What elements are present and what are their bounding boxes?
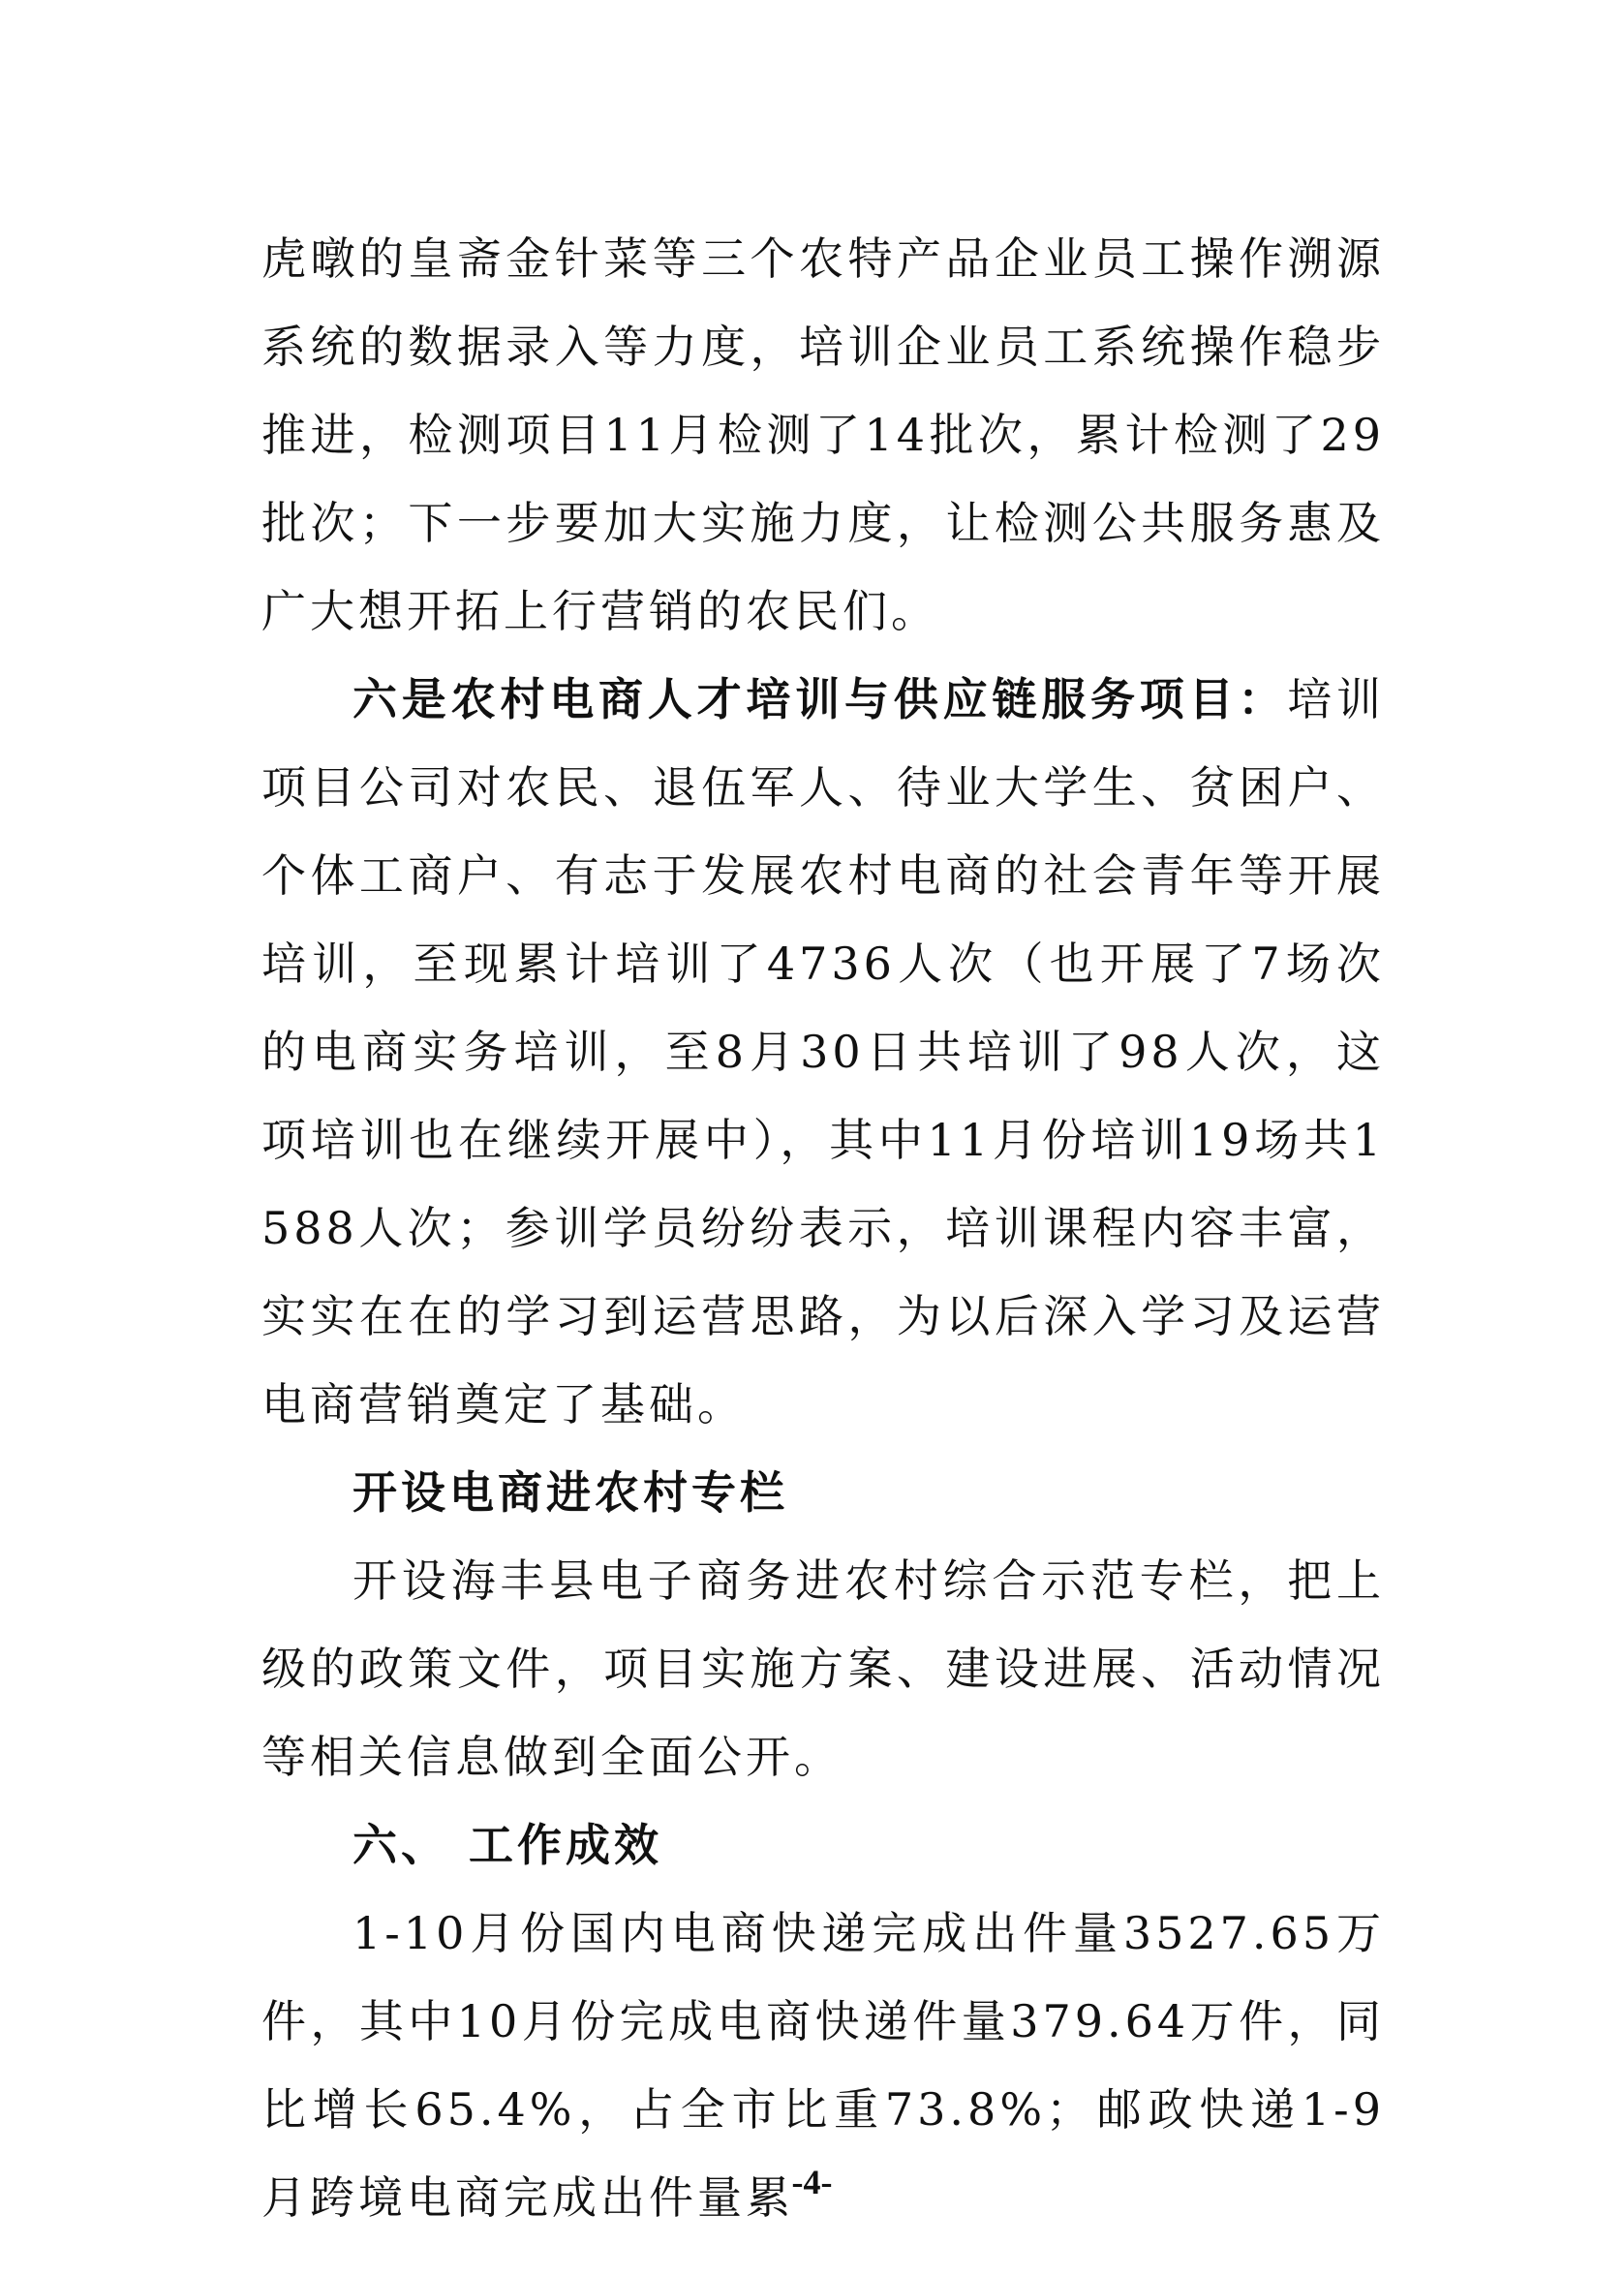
document-body: [261, 215, 1385, 2242]
paragraph-column: [261, 1537, 1385, 1801]
paragraph-lead: 六是农村电商人才培训与供应链服务项目：: [352, 673, 1288, 725]
section-heading-column: 开设电商进农村专栏: [352, 1466, 788, 1519]
paragraph-text: 虎暾的皇斋金针菜等三个农特产品企业员工操作溯源系统的数据录入等力度，培训企业员工系统操作稳步推进，检测项目11月检测了14批次，累计检测了29批次；下一步要加大实施力度，让检测公共服务惠及广大想开拓上行营销的农民们。: [261, 232, 1385, 637]
paragraph-text: 开设海丰县电子商务进农村综合示范专栏，把上级的政策文件，项目实施方案、建设进展、活动情况等相关信息做到全面公开。: [261, 1554, 1385, 1783]
paragraph-text: 1-10月份国内电商快递完成出件量3527.65万件，其中10月份完成电商快递件量379.64万件，同比增长65.4%，占全市比重73.8%；邮政快递1-9月跨境电商完成出件量累: [261, 1907, 1385, 2224]
paragraph-ecommerce-training: [261, 656, 1385, 1449]
page-number: -4-: [791, 2163, 833, 2201]
section-heading-results: 六、 工作成效: [352, 1819, 663, 1871]
paragraph-text: 培训项目公司对农民、退伍军人、待业大学生、贫困户、个体工商户、有志于发展农村电商的社会青年等开展培训，至现累计培训了4736人次（也开展了7场次的电商实务培训，至8月30日共培训了98人次，这项培训也在继续开展中），其中11月份培训19场共1588人次；参训学员纷纷表示，培训课程内容丰富，实实在在的学习到运营思路，为以后深入学习及运营电商营销奠定了基础。: [261, 673, 1386, 1430]
paragraph-traceability: [261, 215, 1385, 656]
